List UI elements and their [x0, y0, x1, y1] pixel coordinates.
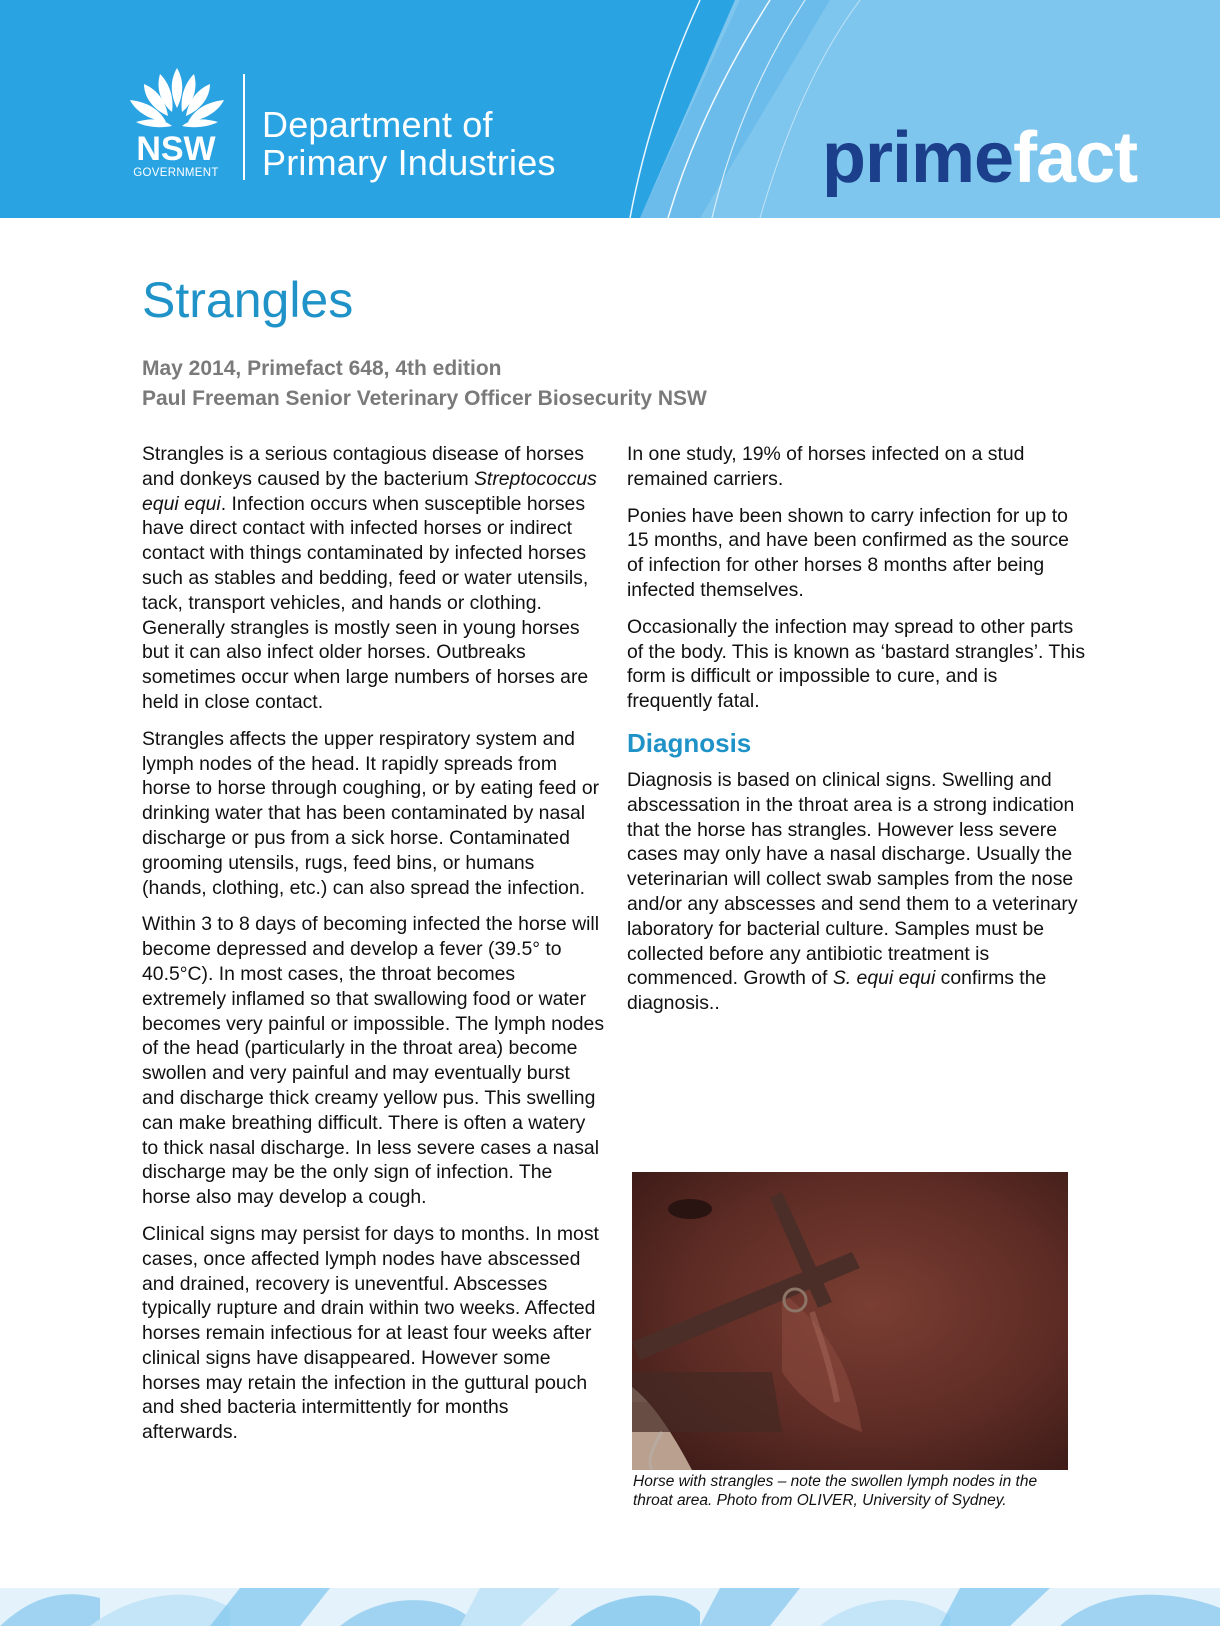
logo-divider — [243, 74, 245, 180]
header-banner — [0, 0, 1220, 218]
horse-image — [632, 1172, 1068, 1470]
paragraph-symptoms: Within 3 to 8 days of becoming infected the horse will become depressed and develop a fever (39.5° to 40.5°C). In most cases, the throat becomes extremely inflamed so that swallowing food or water becomes very painful or impossible. The lymph nodes of the head (particularly in the throat area) become swollen and very painful and may eventually burst and discharge thick creamy yellow pus. This swelling can make breathing difficult. There is often a watery to thick nasal discharge. In less severe cases a nasal discharge may be the only sign of infection. The horse also may develop a cough. — [142, 913, 605, 1209]
footer-pattern — [0, 1588, 1220, 1626]
footer-decoration — [0, 1588, 1220, 1626]
paragraph-carriers: In one study, 19% of horses infected on a stud remained carriers. — [627, 443, 1025, 490]
horse-photo — [632, 1172, 1068, 1470]
brand-prime: prime — [822, 118, 1014, 198]
brand-fact: fact — [1013, 118, 1138, 198]
document-meta — [142, 354, 707, 414]
department-line-2: Primary Industries — [262, 142, 556, 183]
department-line-1: Department of — [262, 104, 493, 145]
photo-caption: Horse with strangles – note the swollen lymph nodes in the throat area. Photo from OLIVER, University of Sydney. — [633, 1473, 1038, 1509]
right-column — [627, 442, 1087, 1028]
paragraph-spread: Strangles affects the upper respiratory system and lymph nodes of the head. It rapidly spreads from horse to horse through coughing, or by eating feed or drinking water that has been contaminated by nasal discharge or pus from a sick horse. Contaminated grooming utensils, rugs, feed bins, or humans (hands, clothing, etc.) can also spread the infection. — [142, 727, 600, 899]
paragraph-ponies: Ponies have been shown to carry infection for up to 15 months, and have been confirmed as the source of infection for other horses 8 months after being infected themselves. — [627, 504, 1069, 601]
paragraph-bastard-strangles: Occasionally the infection may spread to other parts of the body. This is known as ‘bastard strangles’. This form is difficult or impossible to cure, and is frequently fatal. — [627, 615, 1086, 713]
meta-edition: May 2014, Primefact 648, 4th edition — [142, 357, 502, 380]
paragraph-duration: Clinical signs may persist for days to months. In most cases, once affected lymph nodes have abscessed and drained, recovery is uneventful. Abscesses typically rupture and drain within two weeks. Affected horses remain infectious for at least four weeks after clinical signs have disappeared. However some horses may retain the infection in the guttural pouch and shed bacteria intermittently for months afterwards. — [142, 1222, 599, 1444]
primefact-brand — [822, 118, 1137, 198]
bacterium-name: Streptococcus equi equi — [142, 467, 597, 515]
logo-nsw-text: NSW — [136, 130, 216, 168]
paragraph-intro: Strangles is a serious contagious disease of horses and donkeys caused by the bacterium Streptococcus equi equi. Infection occurs when susceptible horses have direct contact with infected horses or indirect contact with things contaminated by infected horses such as stables and bedding, feed or water utensils, tack, transport vehicles, and hands or clothing. Generally strangles is mostly seen in young horses but it can also infect older horses. Outbreaks sometimes occur when large numbers of horses are held in close contact. — [142, 443, 597, 713]
meta-author: Paul Freeman Senior Veterinary Officer Biosecurity NSW — [142, 387, 707, 410]
page-title: Strangles — [142, 272, 354, 328]
logo-government-text: GOVERNMENT — [133, 167, 219, 179]
paragraph-diagnosis: Diagnosis is based on clinical signs. Swelling and abscessation in the throat area is a strong indication that the horse has strangles. However less severe cases may only have a nasal discharge. Usually the veterinarian will collect swab samples from the nose and/or any abscesses and send them to a veterinary laboratory for bacterial culture. Samples must be collected before any antibiotic treatment is commenced. Growth of S. equi equi confirms the diagnosis.. — [627, 768, 1078, 1015]
department-name — [262, 106, 556, 182]
bacterium-short-name: S. equi equi — [832, 967, 936, 990]
left-column — [142, 442, 604, 1457]
diagnosis-heading: Diagnosis — [627, 727, 752, 758]
